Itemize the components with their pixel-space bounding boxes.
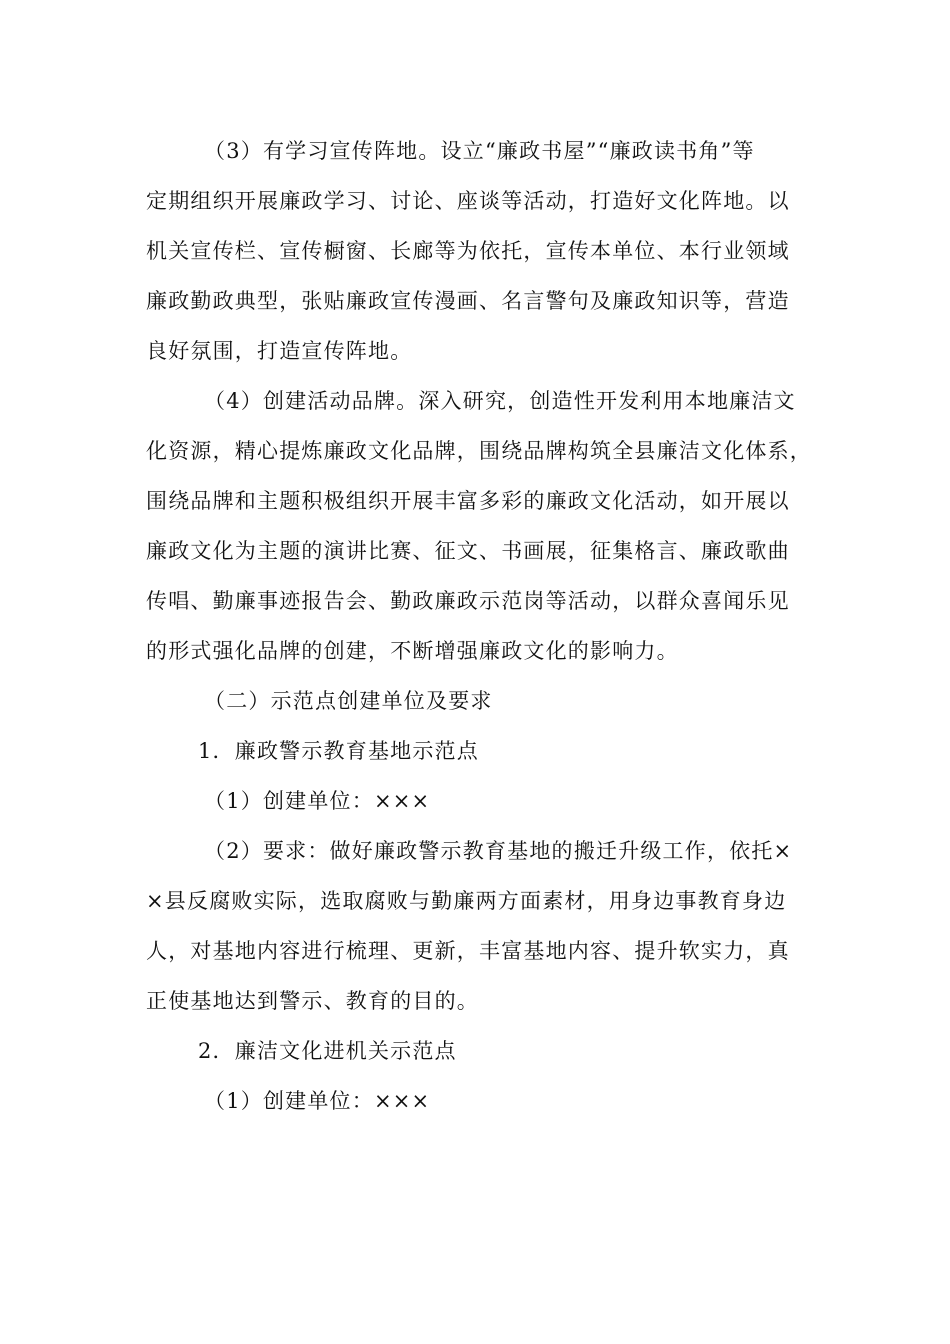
section-heading: （二）示范点创建单位及要求 [204,689,493,713]
paragraph-3-line-2: 定期组织开展廉政学习、讨论、座谈等活动，打造好文化阵地。以 [146,189,790,213]
paragraph-4-line-1: （4）创建活动品牌。深入研究，创造性开发利用本地廉洁文 [204,389,796,413]
item-1-title: 1．廉政警示教育基地示范点 [198,739,479,763]
item-1-requirement-line-3: 人，对基地内容进行梳理、更新，丰富基地内容、提升软实力，真 [146,939,790,963]
paragraph-4-line-2: 化资源，精心提炼廉政文化品牌，围绕品牌构筑全县廉洁文化体系， [146,439,812,463]
paragraph-3-line-3: 机关宣传栏、宣传橱窗、长廊等为依托，宣传本单位、本行业领域 [146,239,790,263]
paragraph-4-line-6: 的形式强化品牌的创建，不断增强廉政文化的影响力。 [146,639,679,663]
item-1-requirement-line-1: （2）要求：做好廉政警示教育基地的搬迁升级工作，依托× [204,839,793,863]
paragraph-3-line-4: 廉政勤政典型，张贴廉政宣传漫画、名言警句及廉政知识等，营造 [146,289,790,313]
paragraph-3-line-5: 良好氛围，打造宣传阵地。 [146,339,413,363]
paragraph-3-line-1: （3）有学习宣传阵地。设立“廉政书屋”“廉政读书角”等 [204,139,755,163]
item-1-requirement-line-2: ×县反腐败实际，选取腐败与勤廉两方面素材，用身边事教育身边 [146,889,787,913]
paragraph-4-line-3: 围绕品牌和主题积极组织开展丰富多彩的廉政文化活动，如开展以 [146,489,790,513]
paragraph-4-line-4: 廉政文化为主题的演讲比赛、征文、书画展，征集格言、廉政歌曲 [146,539,790,563]
item-1-unit: （1）创建单位：××× [204,789,431,813]
item-1-requirement-line-4: 正使基地达到警示、教育的目的。 [146,989,479,1013]
item-2-unit: （1）创建单位：××× [204,1089,431,1113]
paragraph-4-line-5: 传唱、勤廉事迹报告会、勤政廉政示范岗等活动，以群众喜闻乐见 [146,589,790,613]
item-2-title: 2．廉洁文化进机关示范点 [198,1039,457,1063]
